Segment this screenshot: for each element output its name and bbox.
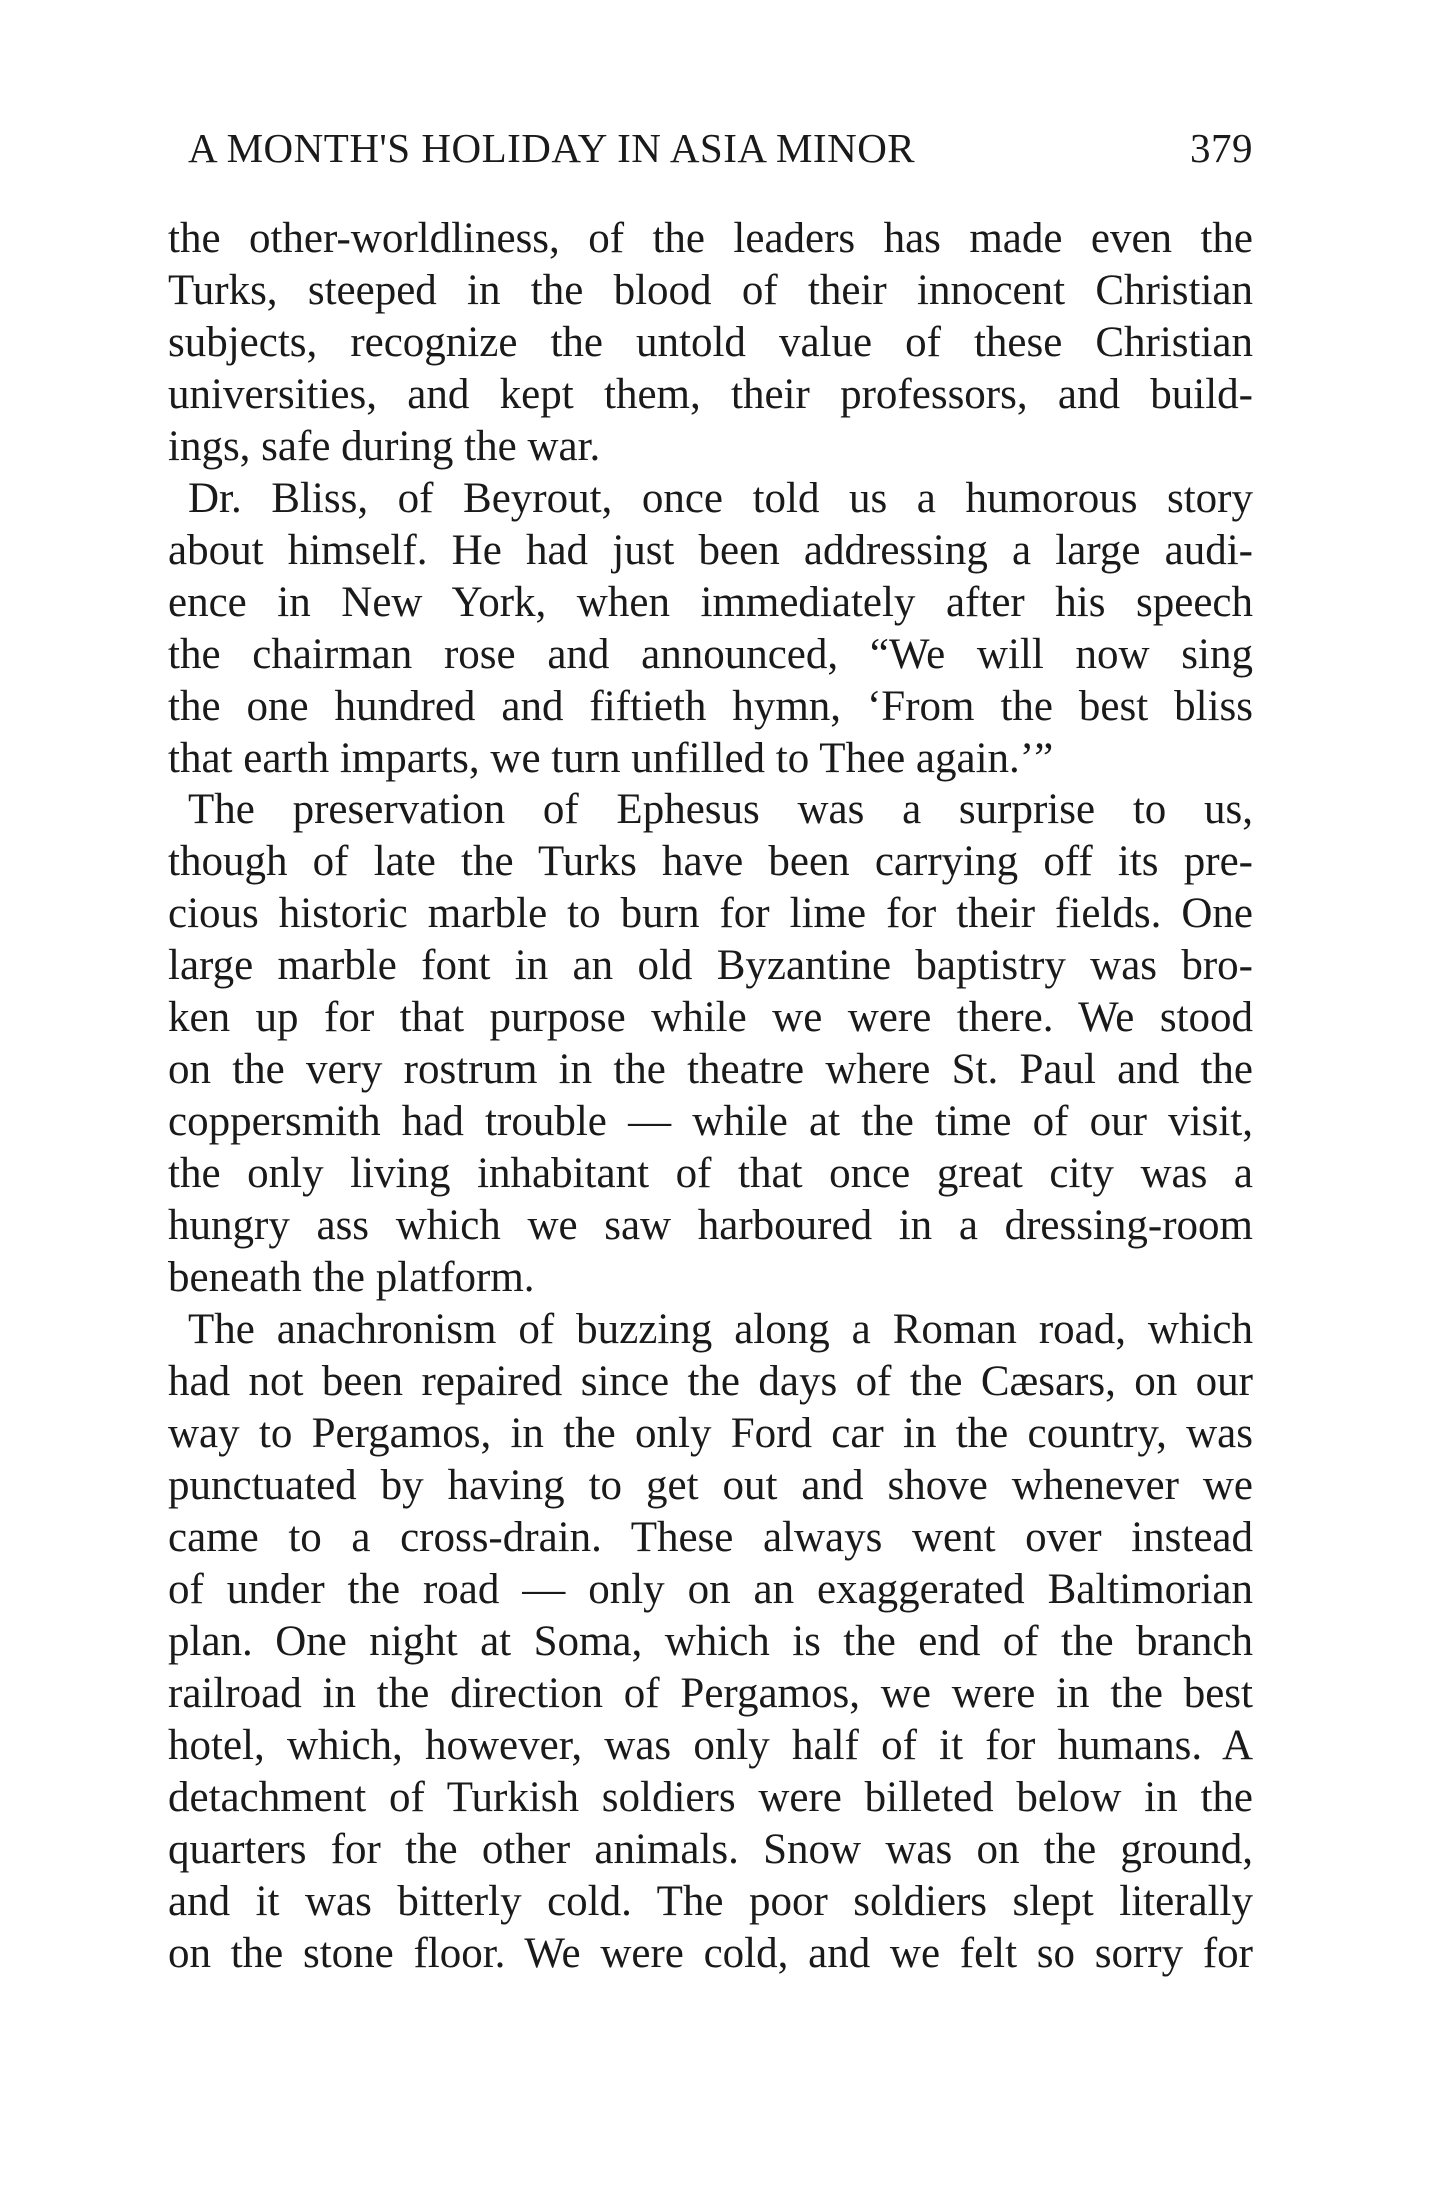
text-line: and it was bitterly cold. The poor soldiers slept literally — [168, 1878, 1253, 1925]
paragraph-start-line: Dr. Bliss, of Beyrout, once told us a humorous story — [188, 475, 1253, 522]
text-line: hotel, which, however, was only half of it for humans. A — [168, 1722, 1253, 1769]
text-line: detachment of Turkish soldiers were billeted below in the — [168, 1774, 1253, 1821]
text-line: beneath the platform. — [168, 1254, 535, 1301]
text-line: the chairman rose and announced, “We will now sing — [168, 631, 1253, 678]
text-line: coppersmith had trouble — while at the time of our visit, — [168, 1098, 1253, 1145]
text-line: that earth imparts, we turn unfilled to Thee again.’” — [168, 735, 1054, 782]
text-line: hungry ass which we saw harboured in a dressing-room — [168, 1202, 1253, 1249]
text-line: way to Pergamos, in the only Ford car in the country, was — [168, 1410, 1253, 1457]
text-line: the only living inhabitant of that once great city was a — [168, 1150, 1253, 1197]
paragraph-start-line: The anachronism of buzzing along a Roman road, which — [188, 1306, 1253, 1353]
page-number: 379 — [1190, 125, 1253, 171]
text-line: on the very rostrum in the theatre where St. Paul and the — [168, 1046, 1253, 1093]
text-line: on the stone floor. We were cold, and we felt so sorry for — [168, 1930, 1253, 1977]
text-line: the one hundred and fiftieth hymn, ‘From the best bliss — [168, 683, 1253, 730]
text-line: railroad in the direction of Pergamos, we were in the best — [168, 1670, 1253, 1717]
text-line: plan. One night at Soma, which is the end of the branch — [168, 1618, 1253, 1665]
text-line: about himself. He had just been addressing a large audi- — [168, 527, 1253, 574]
paragraph-start-line: The preservation of Ephesus was a surprise to us, — [188, 786, 1253, 833]
text-line: ings, safe during the war. — [168, 423, 601, 470]
text-line: quarters for the other animals. Snow was on the ground, — [168, 1826, 1253, 1873]
text-line: universities, and kept them, their professors, and build- — [168, 371, 1253, 418]
text-line: of under the road — only on an exaggerated Baltimorian — [168, 1566, 1253, 1613]
text-line: had not been repaired since the days of the Cæsars, on our — [168, 1358, 1253, 1405]
text-line: cious historic marble to burn for lime for their fields. One — [168, 890, 1253, 937]
running-header — [188, 118, 1253, 178]
running-title: A MONTH'S HOLIDAY IN ASIA MINOR — [188, 125, 916, 171]
text-line: punctuated by having to get out and shove whenever we — [168, 1462, 1253, 1509]
text-line: Turks, steeped in the blood of their innocent Christian — [168, 267, 1253, 314]
text-line: subjects, recognize the untold value of these Christian — [168, 319, 1253, 366]
text-line: ence in New York, when immediately after his speech — [168, 579, 1253, 626]
text-line: though of late the Turks have been carrying off its pre- — [168, 838, 1253, 885]
text-line: large marble font in an old Byzantine baptistry was bro- — [168, 942, 1253, 989]
text-line: the other-worldliness, of the leaders has made even the — [168, 215, 1253, 262]
text-line: ken up for that purpose while we were there. We stood — [168, 994, 1253, 1041]
text-line: came to a cross-drain. These always went over instead — [168, 1514, 1253, 1561]
